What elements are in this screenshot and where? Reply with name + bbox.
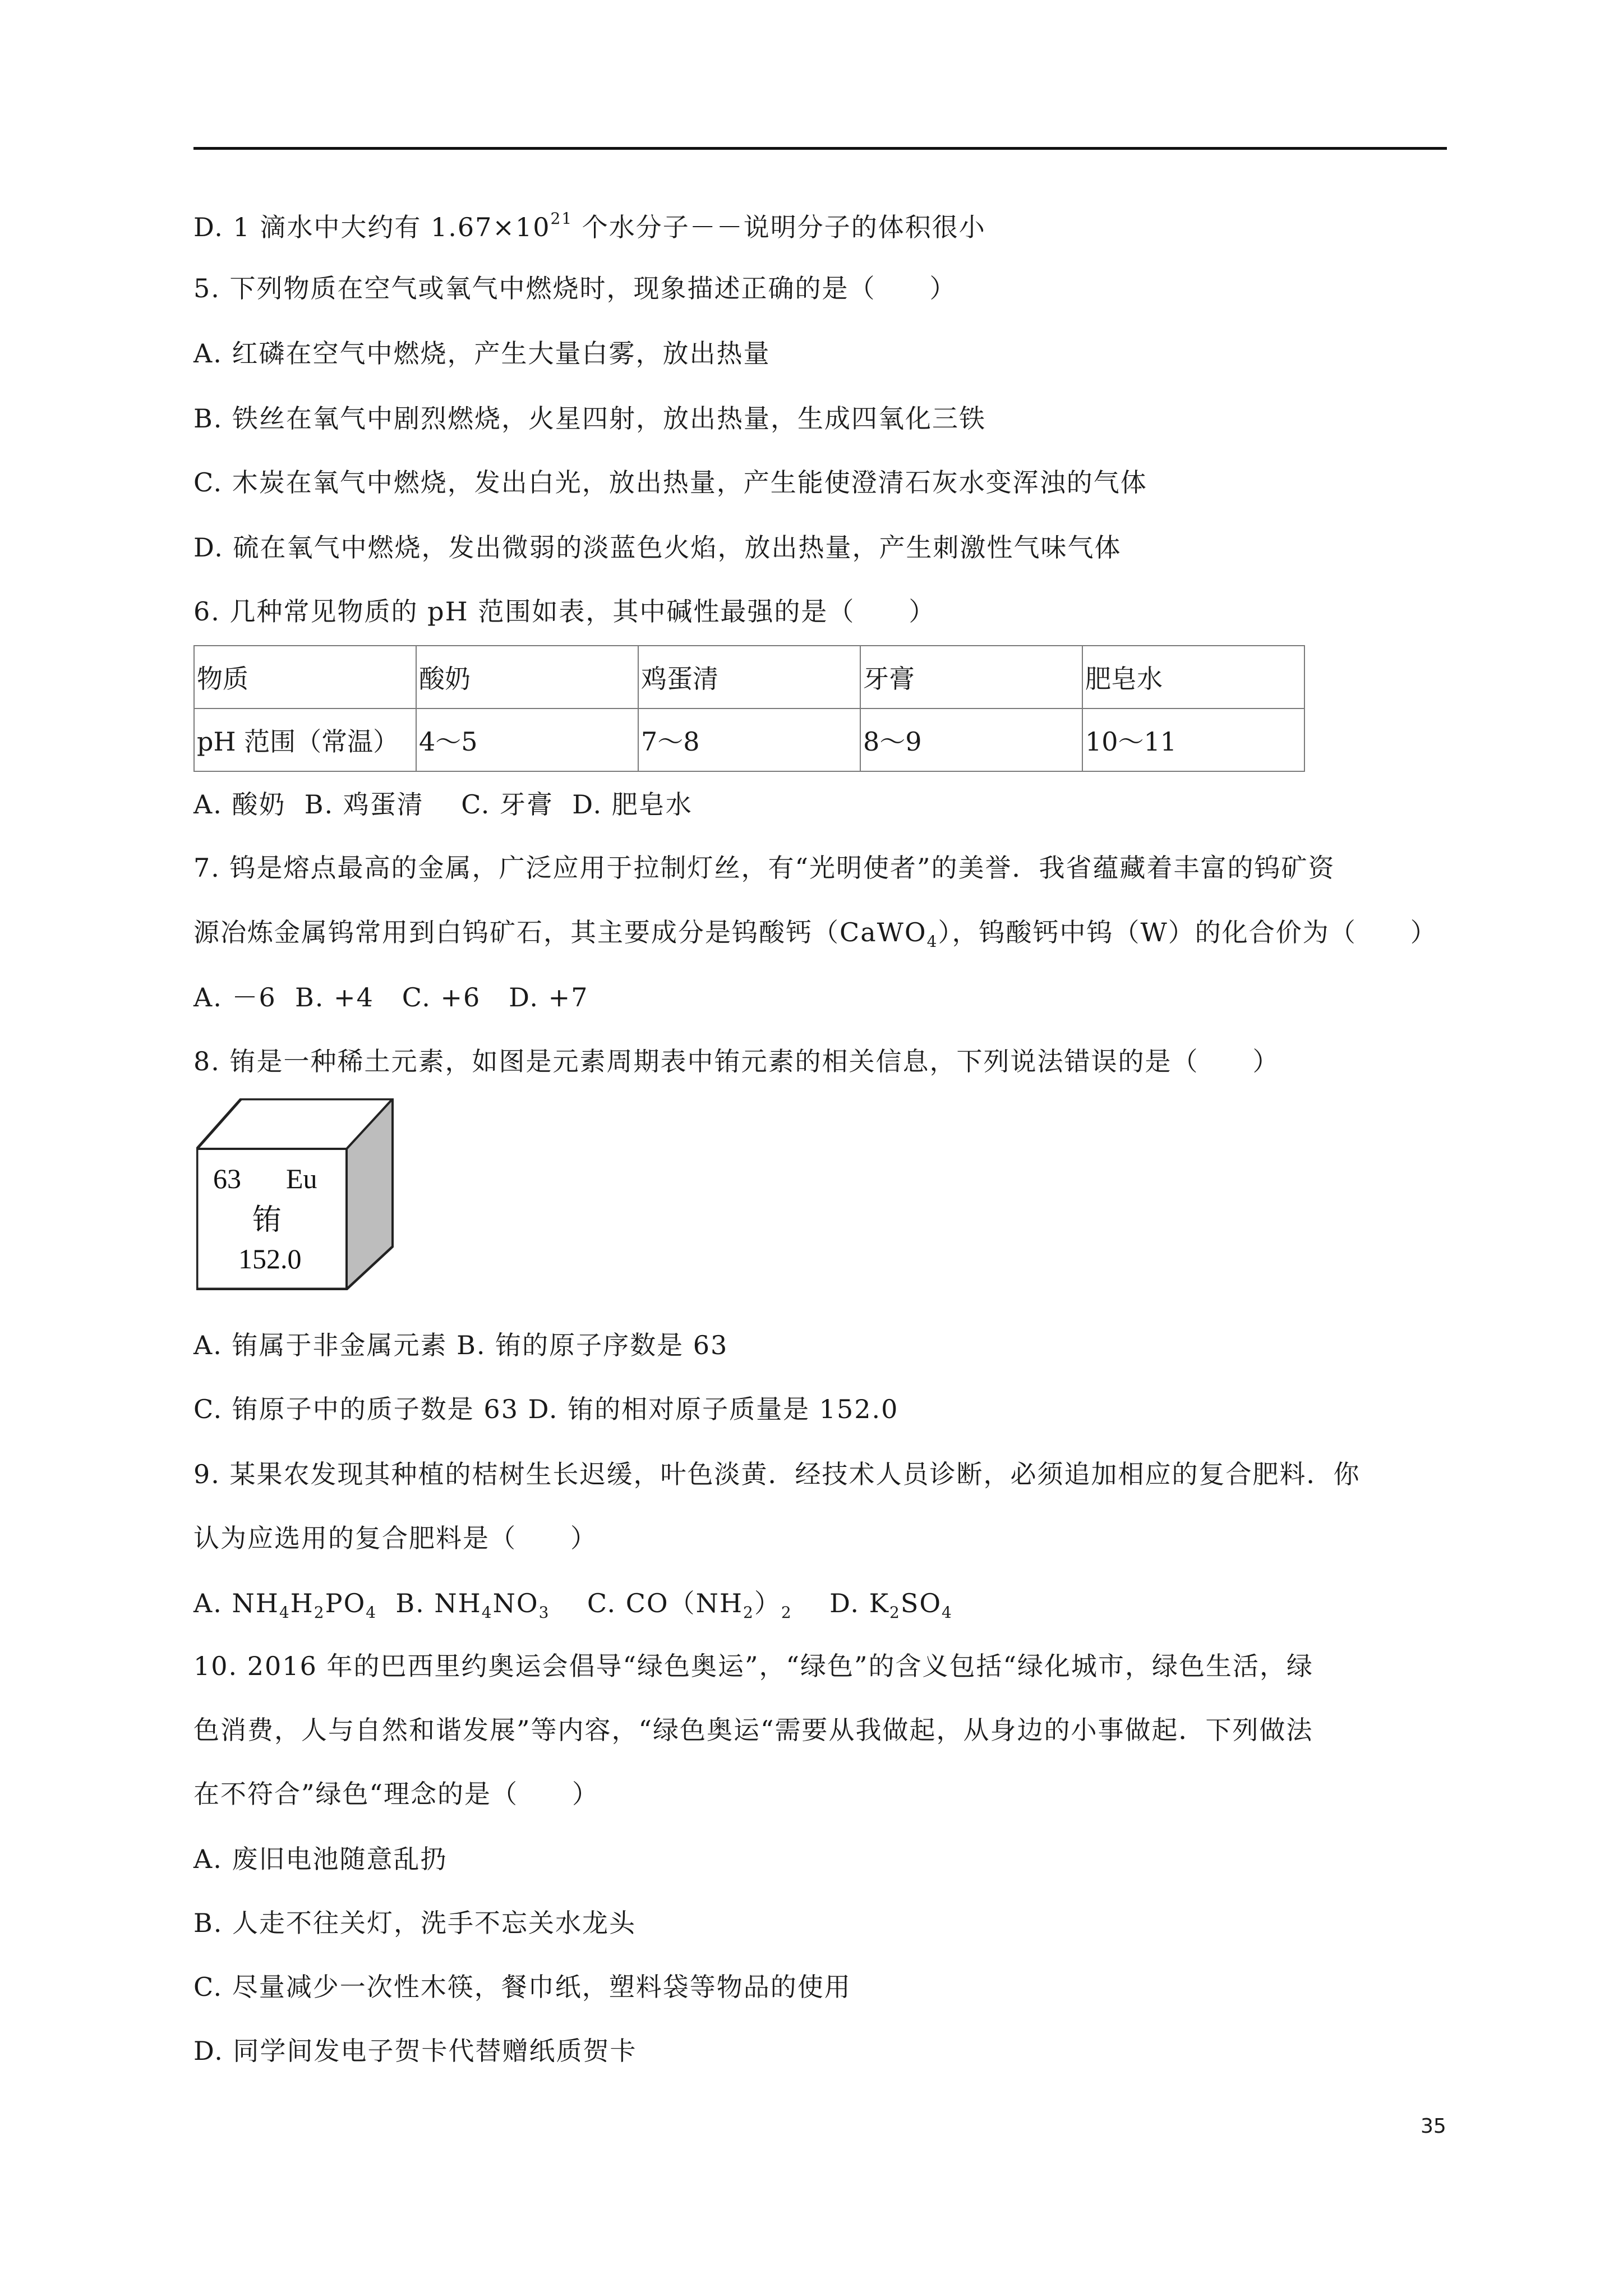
q10-option-d: D. 同学间发电子贺卡代替赠纸质贺卡 <box>193 2036 637 2066</box>
q7-options: A. －6 B. +4 C. +6 D. +7 <box>193 982 589 1013</box>
q5-option-d: D. 硫在氧气中燃烧，发出微弱的淡蓝色火焰，放出热量，产生刺激性气味气体 <box>193 532 1122 563</box>
ph-table-cell: 4～5 <box>416 708 638 771</box>
ph-table <box>193 645 1305 772</box>
q10-line-2: 色消费，人与自然和谐发展”等内容，“绿色奥运“需要从我做起，从身边的小事做起．下列做法 <box>193 1715 1313 1745</box>
ph-table-cell: 肥皂水 <box>1082 646 1304 708</box>
q10-line-3: 在不符合”绿色“理念的是（ ） <box>193 1779 600 1809</box>
ph-table-cell: pH 范围（常温） <box>194 708 416 771</box>
page-number: 35 <box>1421 2115 1446 2138</box>
q7-line-1: 7. 钨是熔点最高的金属，广泛应用于拉制灯丝，有“光明使者”的美誉．我省蕴藏着丰富的钨矿资 <box>193 853 1335 883</box>
q8-options-cd: C. 铕原子中的质子数是 63 D. 铕的相对原子质量是 152.0 <box>193 1394 899 1424</box>
ph-table-cell: 物质 <box>194 646 416 708</box>
q8-stem: 8. 铕是一种稀土元素，如图是元素周期表中铕元素的相关信息，下列说法错误的是（ ） <box>193 1046 1280 1076</box>
q10-option-c: C. 尽量减少一次性木筷，餐巾纸，塑料袋等物品的使用 <box>193 1972 851 2002</box>
ph-table-cell: 8～9 <box>860 708 1082 771</box>
ph-table-cell: 7～8 <box>638 708 860 771</box>
q10-option-b: B. 人走不往关灯，洗手不忘关水龙头 <box>193 1908 637 1938</box>
q5-option-c: C. 木炭在氧气中燃烧，发出白光，放出热量，产生能使澄清石灰水变浑浊的气体 <box>193 467 1147 498</box>
ph-table-cell: 酸奶 <box>416 646 638 708</box>
q7-line-2: 源冶炼金属钨常用到白钨矿石，其主要成分是钨酸钙（CaWO$_4$），钨酸钙中钨（W）的化合价为（ ） <box>193 917 1437 951</box>
q9-line-1: 9. 某果农发现其种植的桔树生长迟缓，叶色淡黄．经技术人员诊断，必须追加相应的复合肥料．你 <box>193 1459 1361 1489</box>
element-atomic-number: 63 <box>213 1163 241 1194</box>
q4-option-d: D. 1 滴水中大约有 $1.67\times 10^{21}$ 个水分子－－说明分子的体积很小 <box>193 209 986 242</box>
element-atomic-mass: 152.0 <box>238 1243 302 1274</box>
ph-table-row <box>194 708 1304 771</box>
q9-line-2: 认为应选用的复合肥料是（ ） <box>193 1523 597 1553</box>
element-symbol: Eu <box>286 1163 317 1194</box>
q10-line-1: 10. 2016 年的巴西里约奥运会倡导“绿色奥运”，“绿色”的含义包括“绿化城市，绿色生活，绿 <box>193 1651 1314 1681</box>
ph-table-row <box>194 646 1304 708</box>
europium-element-card <box>196 1098 394 1290</box>
ph-table-cell: 10～11 <box>1082 708 1304 771</box>
q5-option-b: B. 铁丝在氧气中剧烈燃烧，火星四射，放出热量，生成四氧化三铁 <box>193 403 986 434</box>
ph-table-cell: 牙膏 <box>860 646 1082 708</box>
ph-table-cell: 鸡蛋清 <box>638 646 860 708</box>
q10-option-a: A. 废旧电池随意乱扔 <box>193 1844 448 1874</box>
q6-options: A. 酸奶 B. 鸡蛋清 C. 牙膏 D. 肥皂水 <box>193 789 693 820</box>
q6-stem: 6. 几种常见物质的 pH 范围如表，其中碱性最强的是（ ） <box>193 596 936 627</box>
header-rule <box>193 147 1447 150</box>
q5-stem: 5. 下列物质在空气或氧气中燃烧时，现象描述正确的是（ ） <box>193 273 957 303</box>
q5-option-a: A. 红磷在空气中燃烧，产生大量白雾，放出热量 <box>193 338 771 369</box>
q9-options: A. $NH_4H_2PO_4$ B. $NH_4NO_3$ C. $CO(NH_2)_2$ D. $K_2SO_4$ <box>193 1588 953 1622</box>
element-name: 铕 <box>252 1203 282 1237</box>
q8-options-ab: A. 铕属于非金属元素 B. 铕的原子序数是 63 <box>193 1330 728 1360</box>
